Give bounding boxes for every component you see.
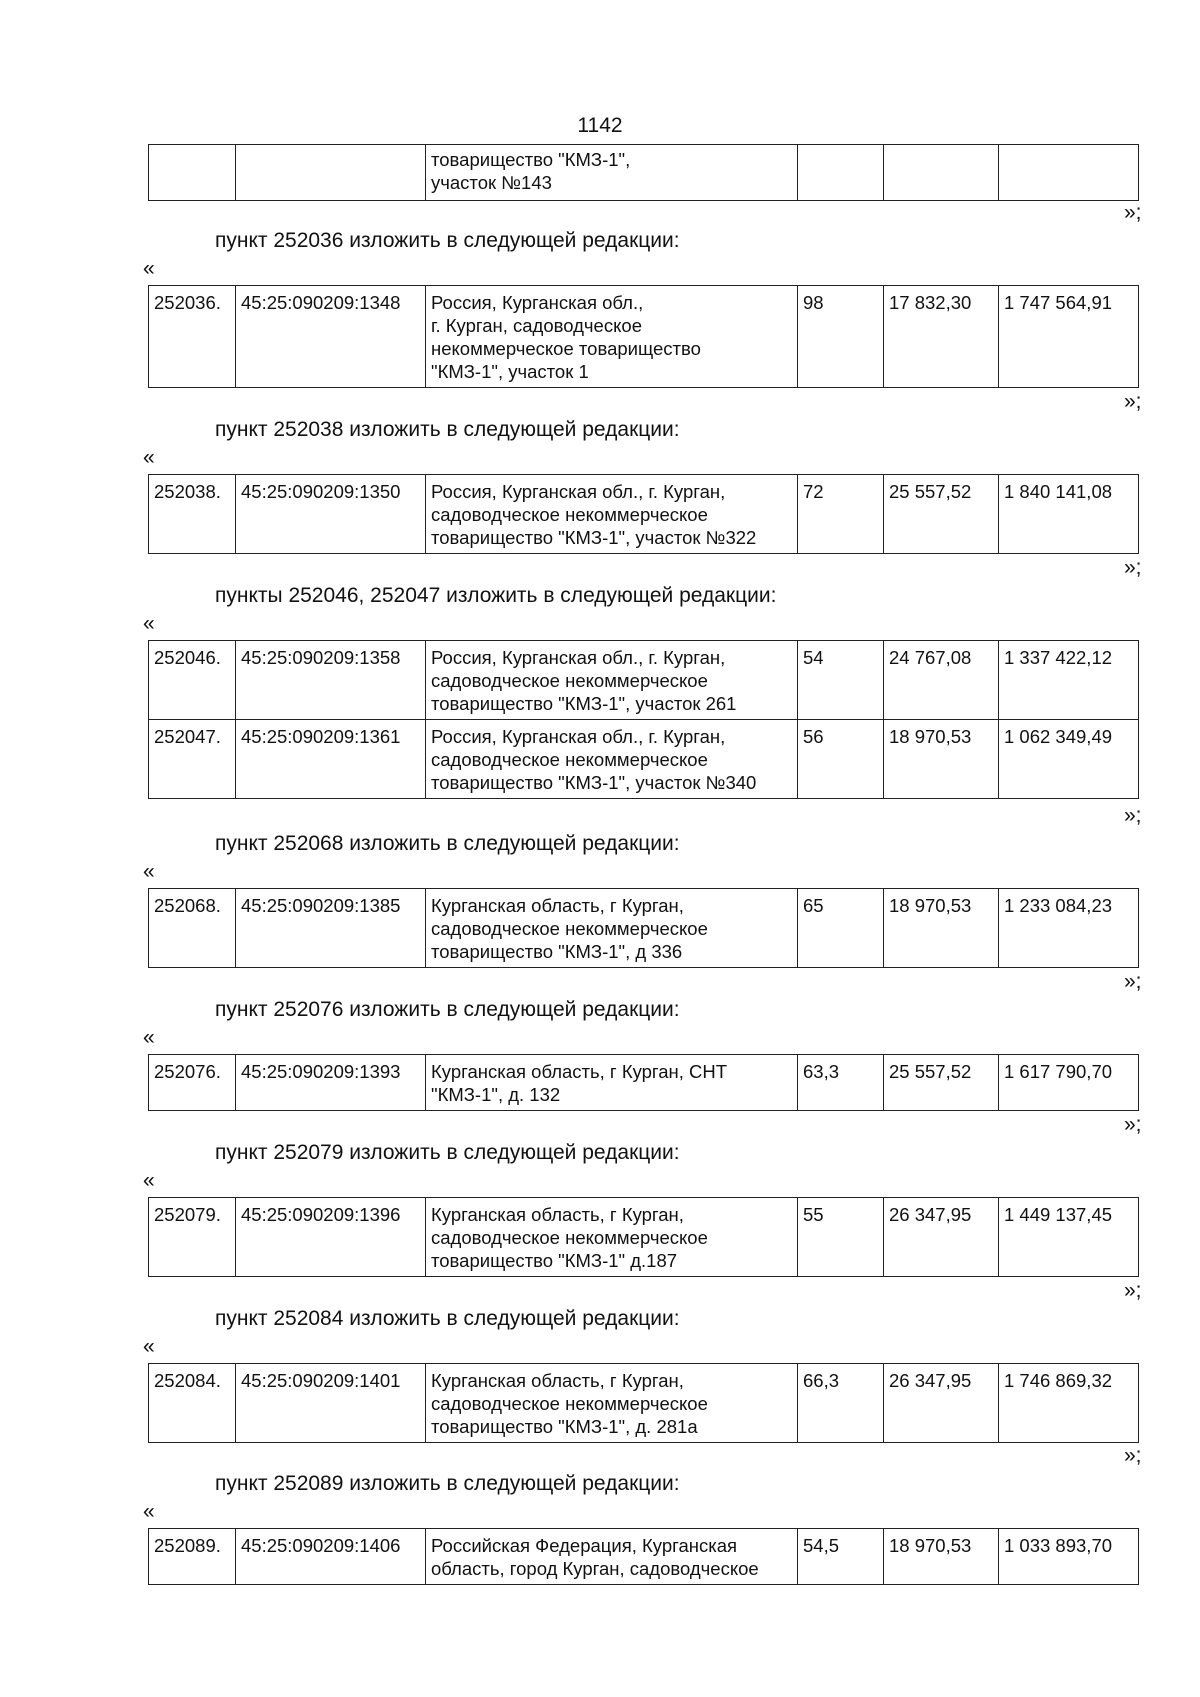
amendment-table (148, 285, 1139, 388)
table-row (149, 889, 1139, 968)
cell-address (426, 145, 798, 201)
cell-total: 1 062 349,49 (999, 720, 1139, 799)
close-quote: »; (1124, 1113, 1142, 1136)
cell-area: 66,3 (798, 1364, 884, 1443)
cell-total: 1 746 869,32 (999, 1364, 1139, 1443)
address-line: товарищество "КМЗ-1", участок №340 (431, 772, 757, 793)
cell-cadastral: 45:25:090209:1385 (236, 889, 426, 968)
address-line: Курганская область, г Курган, СНТ (431, 1061, 728, 1082)
cell-total: 1 747 564,91 (999, 286, 1139, 388)
cell-total: 1 337 422,12 (999, 641, 1139, 720)
table-row (149, 1198, 1139, 1277)
address-line: садоводческое некоммерческое (431, 1227, 708, 1248)
close-quote: »; (1124, 556, 1142, 579)
table-row (149, 641, 1139, 720)
open-quote: « (143, 446, 155, 469)
cell-price: 18 970,53 (884, 889, 999, 968)
close-quote: »; (1124, 804, 1142, 827)
amendment-table (148, 1197, 1139, 1277)
cell-total (999, 145, 1139, 201)
open-quote: « (143, 612, 155, 635)
cell-area: 54,5 (798, 1529, 884, 1585)
cell-address (426, 641, 798, 720)
address-line: область, город Курган, садоводческое (431, 1558, 759, 1579)
cell-address (426, 720, 798, 799)
cell-address (426, 889, 798, 968)
cell-total: 1 233 084,23 (999, 889, 1139, 968)
address-line: Россия, Курганская обл., г. Курган, (431, 726, 726, 747)
cell-address (426, 1364, 798, 1443)
cell-price: 26 347,95 (884, 1198, 999, 1277)
amendment-intro: пункт 252038 изложить в следующей редакции: (215, 418, 680, 441)
cell-price: 25 557,52 (884, 1055, 999, 1111)
address-line: товарищество "КМЗ-1", (431, 149, 631, 170)
cell-number: 252089. (149, 1529, 236, 1585)
cell-cadastral: 45:25:090209:1361 (236, 720, 426, 799)
cell-area: 63,3 (798, 1055, 884, 1111)
amendment-intro: пункт 252068 изложить в следующей редакции: (215, 832, 680, 855)
cell-area: 55 (798, 1198, 884, 1277)
open-quote: « (143, 1026, 155, 1049)
amendment-table (148, 640, 1139, 799)
amendment-table (148, 1363, 1139, 1443)
open-quote: « (143, 860, 155, 883)
open-quote: « (143, 1335, 155, 1358)
table-row (149, 145, 1139, 201)
cell-address (426, 475, 798, 554)
address-line: участок №143 (431, 172, 552, 193)
cell-number: 252046. (149, 641, 236, 720)
cell-area: 98 (798, 286, 884, 388)
amendment-table (148, 1054, 1139, 1111)
address-line: садоводческое некоммерческое (431, 670, 708, 691)
open-quote: « (143, 257, 155, 280)
address-line: садоводческое некоммерческое (431, 504, 708, 525)
address-line: Российская Федерация, Курганская (431, 1535, 738, 1556)
address-line: Курганская область, г Курган, (431, 1370, 684, 1391)
address-line: Россия, Курганская обл., г. Курган, (431, 647, 726, 668)
cell-area: 72 (798, 475, 884, 554)
cell-total: 1 617 790,70 (999, 1055, 1139, 1111)
address-line: садоводческое некоммерческое (431, 918, 708, 939)
address-line: товарищество "КМЗ-1", д. 281а (431, 1416, 698, 1437)
cell-area (798, 145, 884, 201)
close-quote: »; (1124, 390, 1142, 413)
cell-area: 56 (798, 720, 884, 799)
cell-price: 26 347,95 (884, 1364, 999, 1443)
table-row (149, 475, 1139, 554)
open-quote: « (143, 1169, 155, 1192)
address-line: Курганская область, г Курган, (431, 1204, 684, 1225)
cell-cadastral (236, 145, 426, 201)
table-row (149, 1364, 1139, 1443)
close-quote: »; (1124, 1279, 1142, 1302)
cell-number: 252084. (149, 1364, 236, 1443)
close-quote: »; (1124, 970, 1142, 993)
address-line: товарищество "КМЗ-1" д.187 (431, 1250, 678, 1271)
cell-price (884, 145, 999, 201)
cell-number: 252047. (149, 720, 236, 799)
cell-price: 18 970,53 (884, 1529, 999, 1585)
address-line: садоводческое некоммерческое (431, 749, 708, 770)
cell-number: 252079. (149, 1198, 236, 1277)
amendment-intro: пункты 252046, 252047 изложить в следующей редакции: (215, 584, 777, 607)
cell-number: 252076. (149, 1055, 236, 1111)
cell-price: 17 832,30 (884, 286, 999, 388)
amendment-intro: пункт 252036 изложить в следующей редакции: (215, 229, 680, 252)
cell-total: 1 033 893,70 (999, 1529, 1139, 1585)
address-line: "КМЗ-1", д. 132 (431, 1084, 561, 1105)
close-quote: »; (1124, 201, 1142, 224)
amendment-intro: пункт 252084 изложить в следующей редакции: (215, 1307, 680, 1330)
cell-total: 1 840 141,08 (999, 475, 1139, 554)
cell-cadastral: 45:25:090209:1396 (236, 1198, 426, 1277)
address-line: Россия, Курганская обл., (431, 292, 644, 313)
cell-price: 25 557,52 (884, 475, 999, 554)
address-line: Россия, Курганская обл., г. Курган, (431, 481, 726, 502)
cell-address (426, 1055, 798, 1111)
continuation-table (148, 144, 1139, 201)
amendment-table (148, 1528, 1139, 1585)
address-line: "КМЗ-1", участок 1 (431, 361, 589, 382)
cell-area: 54 (798, 641, 884, 720)
cell-address (426, 286, 798, 388)
cell-price: 18 970,53 (884, 720, 999, 799)
table-row (149, 1529, 1139, 1585)
cell-number: 252036. (149, 286, 236, 388)
address-line: некоммерческое товарищество (431, 338, 701, 359)
page-number: 1142 (577, 114, 623, 137)
close-quote: »; (1124, 1444, 1142, 1467)
amendment-intro: пункт 252089 изложить в следующей редакции: (215, 1472, 680, 1495)
address-line: товарищество "КМЗ-1", участок №322 (431, 527, 757, 548)
cell-number (149, 145, 236, 201)
amendment-intro: пункт 252076 изложить в следующей редакции: (215, 998, 680, 1021)
cell-price: 24 767,08 (884, 641, 999, 720)
cell-cadastral: 45:25:090209:1358 (236, 641, 426, 720)
cell-cadastral: 45:25:090209:1350 (236, 475, 426, 554)
cell-address (426, 1529, 798, 1585)
amendment-table (148, 474, 1139, 554)
table-row (149, 286, 1139, 388)
cell-address (426, 1198, 798, 1277)
amendment-intro: пункт 252079 изложить в следующей редакции: (215, 1141, 680, 1164)
cell-cadastral: 45:25:090209:1401 (236, 1364, 426, 1443)
address-line: г. Курган, садоводческое (431, 315, 642, 336)
cell-cadastral: 45:25:090209:1406 (236, 1529, 426, 1585)
cell-total: 1 449 137,45 (999, 1198, 1139, 1277)
table-row (149, 720, 1139, 799)
cell-number: 252068. (149, 889, 236, 968)
cell-cadastral: 45:25:090209:1348 (236, 286, 426, 388)
address-line: Курганская область, г Курган, (431, 895, 684, 916)
cell-cadastral: 45:25:090209:1393 (236, 1055, 426, 1111)
address-line: товарищество "КМЗ-1", д 336 (431, 941, 683, 962)
cell-area: 65 (798, 889, 884, 968)
address-line: садоводческое некоммерческое (431, 1393, 708, 1414)
address-line: товарищество "КМЗ-1", участок 261 (431, 693, 737, 714)
open-quote: « (143, 1500, 155, 1523)
amendment-table (148, 888, 1139, 968)
table-row (149, 1055, 1139, 1111)
cell-number: 252038. (149, 475, 236, 554)
